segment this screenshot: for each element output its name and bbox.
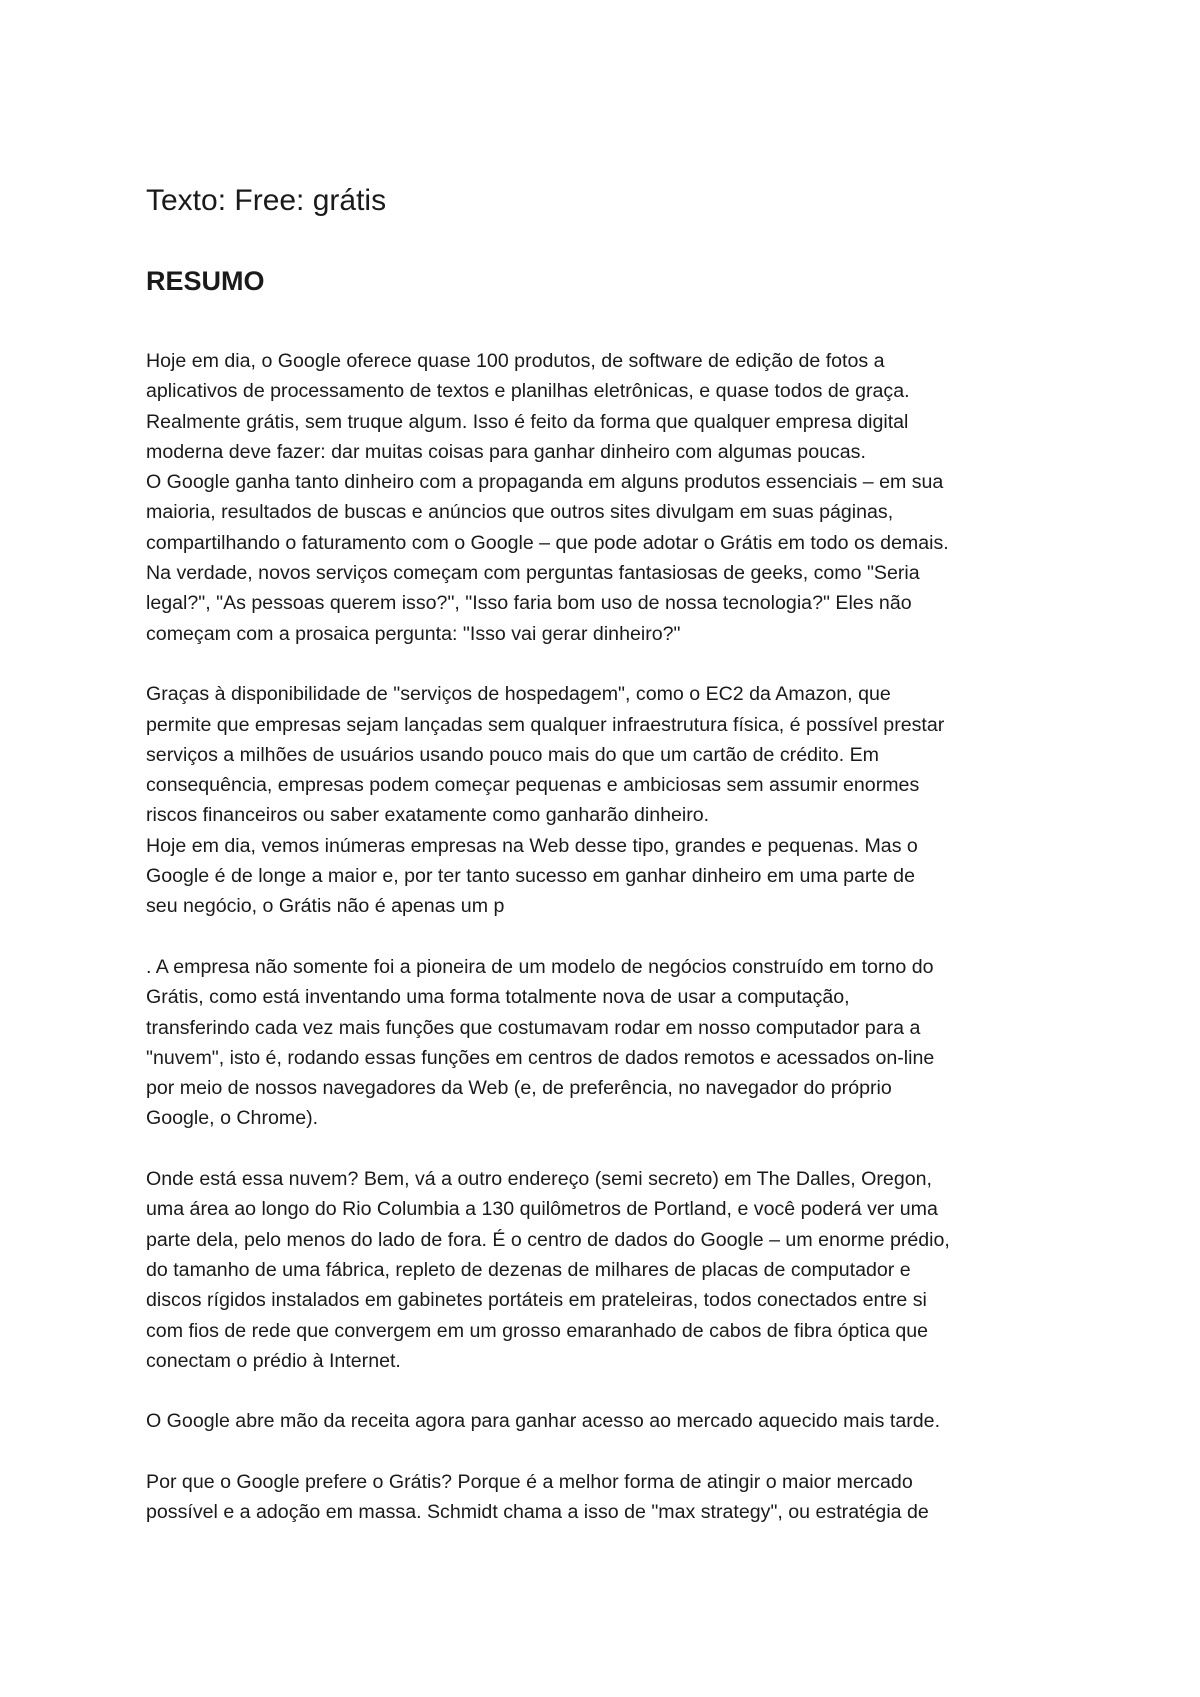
text-line: por meio de nossos navegadores da Web (e, de preferência, no navegador do próprio [146,1077,892,1100]
text-line: Onde está essa nuvem? Bem, vá a outro endereço (semi secreto) em The Dalles, Oregon, [146,1168,932,1191]
text-line: Por que o Google prefere o Grátis? Porque é a melhor forma de atingir o maior mercado [146,1470,913,1493]
text-line: aplicativos de processamento de textos e planilhas eletrônicas, e quase todos de graça. [146,380,910,403]
text-line: serviços a milhões de usuários usando pouco mais do que um cartão de crédito. Em [146,743,879,766]
text-line: maioria, resultados de buscas e anúncios que outros sites divulgam em suas páginas, [146,501,894,524]
paragraph-spacer [146,649,1086,679]
text-line: Google, o Chrome). [146,1107,319,1130]
text-line: moderna deve fazer: dar muitas coisas para ganhar dinheiro com algumas poucas. [146,440,866,463]
paragraph-spacer [146,922,1086,952]
text-line: . A empresa não somente foi a pioneira de um modelo de negócios construído em torno do [146,955,934,978]
text-line: consequência, empresas podem começar pequenas e ambiciosas sem assumir enormes [146,774,920,797]
text-line: com fios de rede que convergem em um grosso emaranhado de cabos de fibra óptica que [146,1319,929,1342]
text-line: parte dela, pelo menos do lado de fora. É o centro de dados do Google – um enorme prédio, [146,1228,950,1251]
paragraph-spacer [146,1134,1086,1164]
text-line: O Google abre mão da receita agora para ganhar acesso ao mercado aquecido mais tarde. [146,1410,941,1433]
text-line: Na verdade, novos serviços começam com perguntas fantasiosas de geeks, como "Seria [146,562,920,585]
text-line: discos rígidos instalados em gabinetes portáteis em prateleiras, todos conectados entre si [146,1289,927,1312]
text-line: O Google ganha tanto dinheiro com a propaganda em alguns produtos essenciais – em sua [146,471,944,494]
text-line: Grátis, como está inventando uma forma totalmente nova de usar a computação, [146,986,850,1009]
paragraph-spacer [146,1376,1086,1406]
text-line: "nuvem", isto é, rodando essas funções em centros de dados remotos e acessados on-line [146,1046,935,1069]
document-title: Texto: Free: grátis [146,184,387,217]
text-line: Hoje em dia, vemos inúmeras empresas na Web desse tipo, grandes e pequenas. Mas o [146,834,918,857]
section-heading: RESUMO [146,266,265,296]
text-line: possível e a adoção em massa. Schmidt chama a isso de "max strategy", ou estratégia de [146,1501,929,1524]
text-line: riscos financeiros ou saber exatamente como ganharão dinheiro. [146,804,710,827]
body-text [146,346,1086,1528]
text-line: Realmente grátis, sem truque algum. Isso é feito da forma que qualquer empresa digital [146,410,909,433]
text-line: transferindo cada vez mais funções que costumavam rodar em nosso computador para a [146,1016,921,1039]
text-line: começam com a prosaica pergunta: "Isso vai gerar dinheiro?" [146,622,681,645]
text-line: Hoje em dia, o Google oferece quase 100 produtos, de software de edição de fotos a [146,350,885,372]
paragraph-spacer [146,1437,1086,1467]
text-line: legal?", "As pessoas querem isso?", "Isso faria bom uso de nossa tecnologia?" Eles não [146,592,912,615]
text-line: Graças à disponibilidade de "serviços de hospedagem", como o EC2 da Amazon, que [146,683,891,706]
text-line: permite que empresas sejam lançadas sem qualquer infraestrutura física, é possível prestar [146,713,945,736]
text-line: seu negócio, o Grátis não é apenas um p [146,895,505,918]
text-line: compartilhando o faturamento com o Google – que pode adotar o Grátis em todo os demais. [146,531,949,554]
text-line: do tamanho de uma fábrica, repleto de dezenas de milhares de placas de computador e [146,1258,911,1281]
text-line: conectam o prédio à Internet. [146,1349,401,1372]
text-line: Google é de longe a maior e, por ter tanto sucesso em ganhar dinheiro em uma parte de [146,865,915,888]
text-line: uma área ao longo do Rio Columbia a 130 quilômetros de Portland, e você poderá ver uma [146,1198,938,1221]
